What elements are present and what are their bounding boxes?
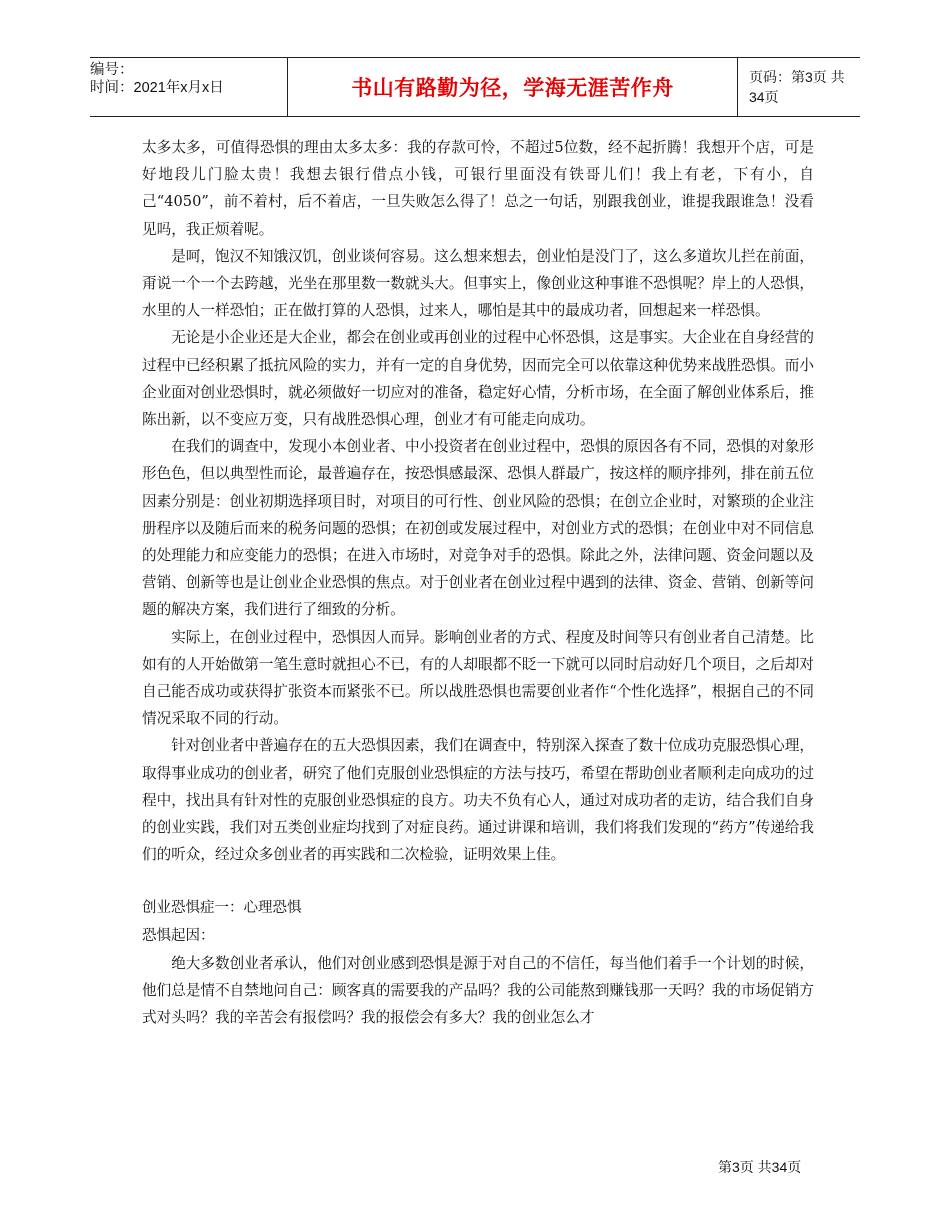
document-body (142, 134, 814, 1032)
header-page-number: 页码：第3页 共34页 (749, 69, 845, 105)
body-paragraph: 在我们的调查中，发现小本创业者、中小投资者在创业过程中，恐惧的原因各有不同，恐惧的对象形形色色，但以典型性而论，最普遍存在，按恐惧感最深、恐惧人群最广，按这样的顺序排列，排在前五位因素分别是：创业初期选择项目时，对项目的可行性、创业风险的恐惧；在创立企业时，对繁琐的企业注册程序以及随后而来的税务问题的恐惧；在初创或发展过程中，对创业方式的恐惧；在创业中对不同信息的处理能力和应变能力的恐惧；在进入市场时，对竞争对手的恐惧。除此之外，法律问题、资金问题以及营销、创新等也是让创业企业恐惧的焦点。对于创业者在创业过程中遇到的法律、资金、营销、创新等问题的解决方案，我们进行了细致的分析。 (142, 438, 814, 619)
body-paragraph: 是呵，饱汉不知饿汉饥，创业谈何容易。这么想来想去，创业怕是没门了，这么多道坎儿拦在前面，甭说一个一个去跨越，光坐在那里数一数就头大。但事实上，像创业这种事谁不恐惧呢？岸上的人恐惧，水里的人一样恐怕；正在做打算的人恐惧，过来人，哪怕是其中的最成功者，回想起来一样恐惧。 (142, 247, 814, 320)
body-paragraph: 实际上，在创业过程中，恐惧因人而异。影响创业者的方式、程度及时间等只有创业者自己清楚。比如有的人开始做第一笔生意时就担心不已，有的人却眼都不眨一下就可以同时启动好几个项目，之后却对自己能否成功或获得扩张资本而紧张不已。所以战胜恐惧也需要创业者作“个性化选择”，根据自己的不同情况采取不同的行动。 (142, 628, 814, 728)
document-time-label: 时间：2021年x月x日 (90, 80, 224, 96)
section-spacer (142, 868, 814, 895)
body-paragraph: 无论是小企业还是大企业，都会在创业或再创业的过程中心怀恐惧，这是事实。大企业在自身经营的过程中已经积累了抵抗风险的实力，并有一定的自身优势，因而完全可以依靠这种优势来战胜恐惧。而小企业面对创业恐惧时，就必须做好一切应对的准备，稳定好心情，分析市场，在全面了解创业体系后，推陈出新，以不变应万变，只有战胜恐惧心理，创业才有可能走向成功。 (142, 329, 814, 429)
section-subheading: 恐惧起因： (142, 927, 215, 944)
page-header (90, 57, 860, 117)
document-number-label: 编号： (90, 62, 134, 78)
header-motto: 书山有路勤为径，学海无涯苦作舟 (287, 58, 738, 116)
section-body-paragraph: 绝大多数创业者承认，他们对创业感到恐惧是源于对自己的不信任，每当他们着手一个计划的时候，他们总是情不自禁地问自己：顾客真的需要我的产品吗？我的公司能熬到赚钱那一天吗？我的市场促销方式对头吗？我的辛苦会有报偿吗？我的报偿会有多大？我的创业怎么才 (142, 954, 814, 1027)
section-heading: 创业恐惧症一：心理恐惧 (142, 900, 302, 917)
body-paragraph: 太多太多，可值得恐惧的理由太多太多：我的存款可怜，不超过5位数，经不起折腾！我想开个店，可是好地段儿门脸太贵！我想去银行借点小钱，可银行里面没有铁哥儿们！我上有老，下有小，自己“4050”，前不着村，后不着店，一旦失败怎么得了！总之一句话，别跟我创业，谁提我跟谁急！没看见吗，我正烦着呢。 (142, 139, 814, 238)
header-meta (90, 58, 287, 116)
page-footer: 第3页 共34页 (718, 1159, 802, 1175)
body-paragraph: 针对创业者中普遍存在的五大恐惧因素，我们在调查中，特别深入探查了数十位成功克服恐惧心理，取得事业成功的创业者，研究了他们克服创业恐惧症的方法与技巧，希望在帮助创业者顺利走向成功的过程中，找出具有针对性的克服创业恐惧症的良方。功夫不负有心人，通过对成功者的走访，结合我们自身的创业实践，我们对五类创业症均找到了对症良药。通过讲课和培训，我们将我们发现的“药方”传递给我们的听众，经过众多创业者的再实践和二次检验，证明效果上佳。 (142, 737, 814, 864)
